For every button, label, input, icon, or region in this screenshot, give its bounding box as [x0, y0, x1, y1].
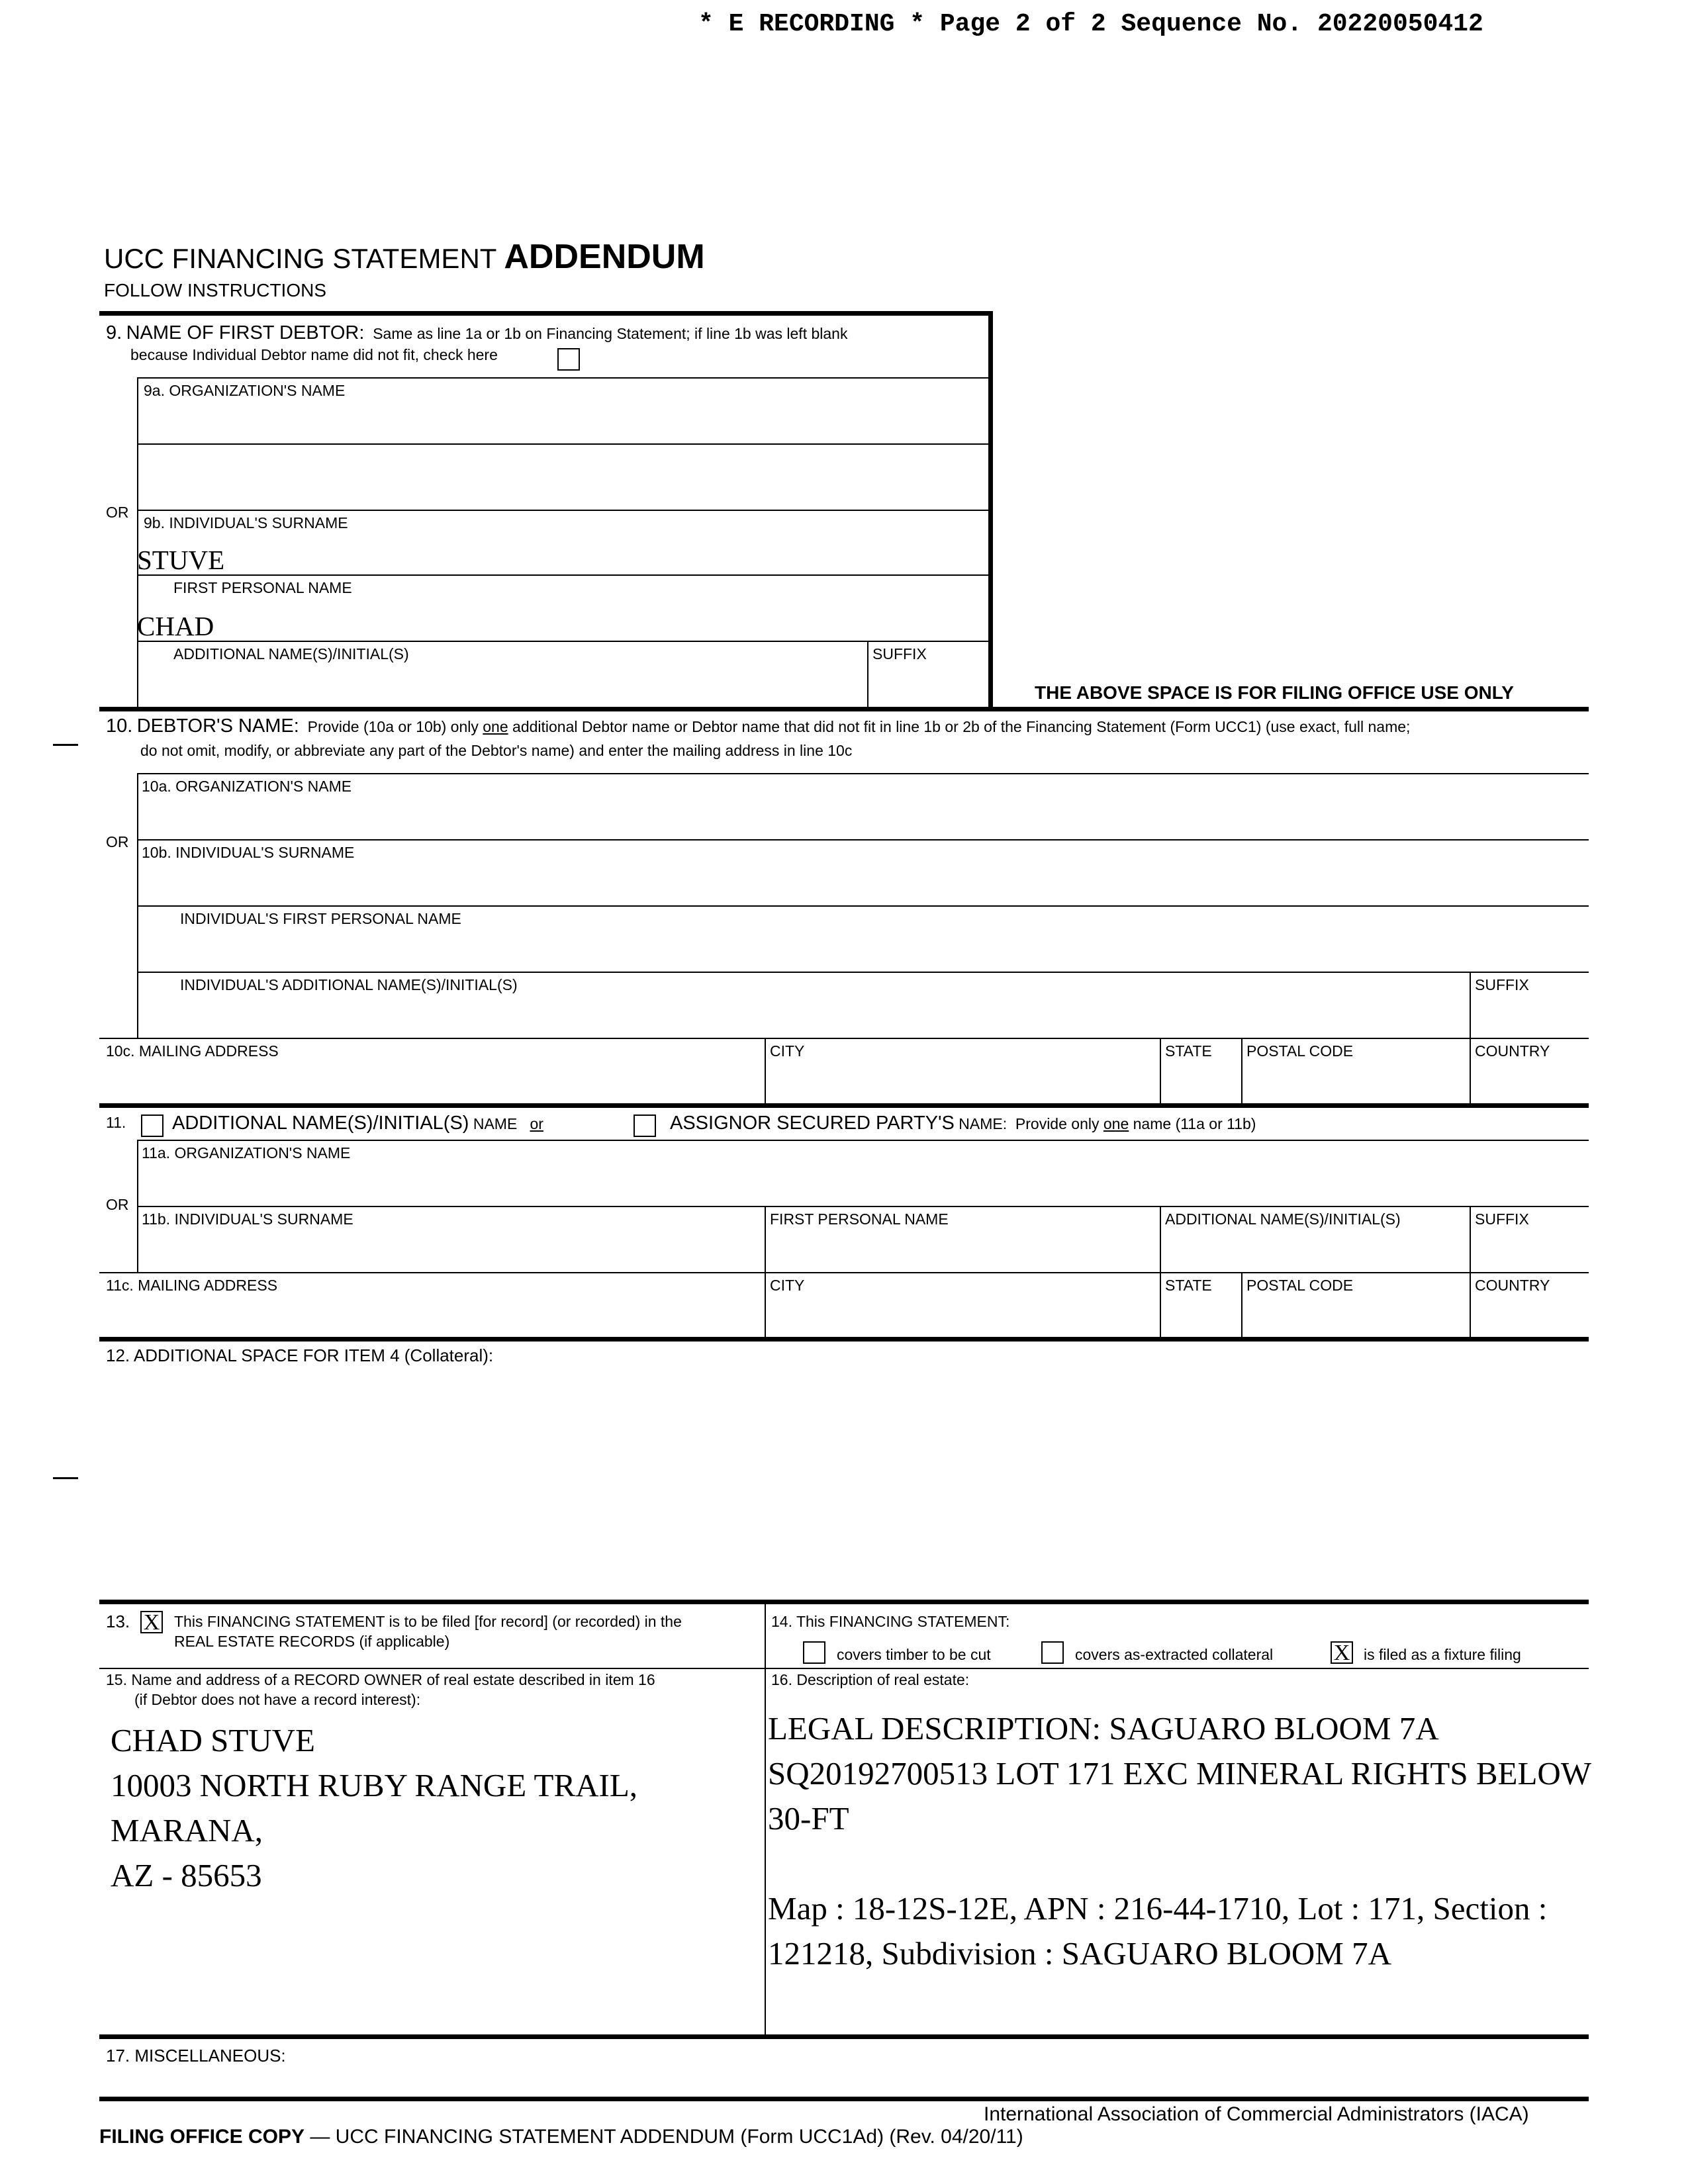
sec13-num: 13. [106, 1612, 130, 1631]
margin-tick-1 [53, 744, 78, 746]
sec11-state-label: STATE [1165, 1277, 1212, 1294]
sec14-fixture-label: is filed as a fixture filing [1364, 1646, 1521, 1663]
sec10c-label: 10c. MAILING ADDRESS [106, 1042, 279, 1060]
sec10-desc-b: additional Debtor name or Debtor name that did not fit in line 1b or 2b of the Financing Statement (Form UCC1) (use exact, full name; [508, 718, 1411, 735]
sec11-provide-b: name (11a or 11b) [1129, 1115, 1256, 1132]
sec15-label2: (if Debtor does not have a record interest): [134, 1691, 421, 1708]
sec9-desc2: because Individual Debtor name did not fit, check here [130, 346, 498, 363]
sec9-line-a [137, 377, 991, 379]
sec11-country-label: COUNTRY [1475, 1277, 1550, 1294]
sec10b-label: 10b. INDIVIDUAL'S SURNAME [142, 844, 355, 861]
sec9b-label: 9b. INDIVIDUAL'S SURNAME [144, 514, 348, 531]
sec12-top-border [99, 1337, 1589, 1342]
form-title-prefix: UCC FINANCING STATEMENT [104, 243, 504, 274]
sec10a-label: 10a. ORGANIZATION'S NAME [142, 778, 352, 795]
sec13-top-border [99, 1600, 1589, 1604]
sec9a-label: 9a. ORGANIZATION'S NAME [144, 382, 346, 399]
footer-copy-rest: — UCC FINANCING STATEMENT ADDENDUM (Form UCC1Ad) (Rev. 04/20/11) [305, 2126, 1023, 2148]
sec11-or: OR [106, 1196, 129, 1213]
sec10-additional-label: INDIVIDUAL'S ADDITIONAL NAME(S)/INITIAL(S) [180, 976, 518, 993]
sec17-top-border [99, 2034, 1589, 2039]
sec16-label: 16. Description of real estate: [771, 1671, 970, 1688]
sec11-additional-name-label: ADDITIONAL NAME(S)/INITIAL(S) [1165, 1210, 1401, 1228]
sec11-additional-secured-checkbox[interactable] [141, 1115, 164, 1137]
sec11-assignor-secured-checkbox[interactable] [633, 1115, 656, 1137]
sec15-top-border [99, 1668, 1589, 1669]
footer-copy-line [99, 2126, 1023, 2148]
sec9-first-name-value: CHAD [137, 611, 214, 641]
sec11-suffix-label: SUFFIX [1475, 1210, 1529, 1228]
sec16-line [768, 1841, 1591, 1886]
form-title-suffix: ADDENDUM [504, 238, 705, 276]
sec9b-surname-value: STUVE [137, 545, 225, 575]
recording-header: * E RECORDING * Page 2 of 2 Sequence No. 20220050412 [698, 10, 1483, 38]
sec11a-label: 11a. ORGANIZATION'S NAME [142, 1144, 351, 1161]
sec9-top-border [99, 311, 993, 316]
sec13-text2: REAL ESTATE RECORDS (if applicable) [174, 1633, 450, 1650]
sec10-line-c [137, 905, 1589, 907]
sec9-first-label: FIRST PERSONAL NAME [173, 579, 352, 596]
sec10-or: OR [106, 833, 129, 850]
sec9-or: OR [106, 504, 129, 521]
sec16-line: 121218, Subdivision : SAGUARO BLOOM 7A [768, 1935, 1391, 1972]
sec14-extracted-label: covers as-extracted collateral [1075, 1646, 1274, 1663]
sec9-additional-label: ADDITIONAL NAME(S)/INITIAL(S) [173, 645, 409, 662]
sec15-record-owner [111, 1718, 637, 1898]
footer-iaca: International Association of Commercial Administrators (IACA) [984, 2103, 1529, 2125]
sec10-suffix-label: SUFFIX [1475, 976, 1529, 993]
sec10-postal-label: POSTAL CODE [1246, 1042, 1354, 1060]
sec10-top-border [99, 707, 1589, 711]
sec9-suffix-label: SUFFIX [872, 645, 927, 662]
filing-office-note: THE ABOVE SPACE IS FOR FILING OFFICE USE ONLY [1035, 682, 1514, 703]
sec11-additional-line [172, 1113, 543, 1134]
sec16-line: Map : 18-12S-12E, APN : 216-44-1710, Lot : 171, Section : [768, 1890, 1548, 1927]
sec10-postal-divider [1241, 1038, 1243, 1104]
sec9-line-d [137, 574, 991, 576]
sec11-provide-one: one [1103, 1115, 1129, 1132]
sec10-country-label: COUNTRY [1475, 1042, 1550, 1060]
sec9-num: 9. [106, 322, 122, 343]
sec10-num: 10. [106, 715, 133, 737]
sec11-assignor-line [670, 1113, 1256, 1134]
sec11-name-word2: NAME: [959, 1115, 1008, 1132]
sec14-timber-checkbox[interactable] [803, 1641, 825, 1664]
sec10-state-divider [1160, 1038, 1161, 1104]
sec14-fixture-checkbox[interactable] [1331, 1641, 1353, 1664]
sec11-line-a [137, 1140, 1589, 1141]
sec10-desc-a: Provide (10a or 10b) only [307, 718, 483, 735]
sec15-line: MARANA, [111, 1812, 263, 1848]
sec10-first-label: INDIVIDUAL'S FIRST PERSONAL NAME [180, 910, 461, 927]
sec11-assignor-label: ASSIGNOR SECURED PARTY'S [670, 1113, 955, 1134]
sec9-line-e [137, 641, 991, 642]
sec15-label1: 15. Name and address of a RECORD OWNER of real estate described in item 16 [106, 1671, 655, 1688]
sec11-or-word: or [530, 1115, 543, 1132]
sec11-name-word: NAME [473, 1115, 518, 1132]
sec11-first-label: FIRST PERSONAL NAME [770, 1210, 949, 1228]
sec11-postal-label: POSTAL CODE [1246, 1277, 1354, 1294]
sec16-line: SQ20192700513 LOT 171 EXC MINERAL RIGHTS BELOW [768, 1755, 1592, 1792]
sec10-desc2: do not omit, modify, or abbreviate any part of the Debtor's name) and enter the mailing address in line 10c [140, 742, 853, 759]
sec17-label: 17. MISCELLANEOUS: [106, 2046, 286, 2066]
margin-tick-2 [53, 1477, 78, 1479]
sec11-line-c [99, 1272, 1589, 1273]
sec15-line: AZ - 85653 [111, 1857, 262, 1893]
sec15-line: 10003 NORTH RUBY RANGE TRAIL, [111, 1767, 638, 1803]
follow-instructions: FOLLOW INSTRUCTIONS [104, 280, 327, 300]
sec16-line: 30-FT [768, 1800, 849, 1837]
sec12-label: 12. ADDITIONAL SPACE FOR ITEM 4 (Collateral): [106, 1345, 494, 1365]
sec14-timber-label: covers timber to be cut [837, 1646, 991, 1663]
sec11-city-label: CITY [770, 1277, 805, 1294]
sec10-desc-one: one [483, 718, 508, 735]
sec9-line-c [137, 510, 991, 511]
sec11b-label: 11b. INDIVIDUAL'S SURNAME [142, 1210, 353, 1228]
sec16-real-estate-description [768, 1706, 1591, 1976]
sec10-heading-line [106, 716, 1410, 737]
sec9-check-here-checkbox[interactable] [557, 348, 580, 371]
sec10-line-b [137, 839, 1589, 841]
sec13-real-estate-checkbox[interactable] [140, 1611, 163, 1633]
sec13-text1: This FINANCING STATEMENT is to be filed [for record] (or recorded) in the [174, 1613, 682, 1630]
sec10-line-e [99, 1038, 1589, 1039]
sec10-state-label: STATE [1165, 1042, 1212, 1060]
sec11-provide-a: Provide only [1015, 1115, 1103, 1132]
footer-copy-bold: FILING OFFICE COPY [99, 2126, 305, 2148]
sec10-line-a [137, 773, 1589, 774]
sec10-city-label: CITY [770, 1042, 805, 1060]
sec10-city-divider [765, 1038, 766, 1104]
sec10-line-d [137, 972, 1589, 973]
sec11-additional-label: ADDITIONAL NAME(S)/INITIAL(S) [172, 1113, 469, 1134]
sec9-desc: Same as line 1a or 1b on Financing Statement; if line 1b was left blank [373, 325, 848, 342]
sec11-line-b [137, 1206, 1589, 1207]
sec11-postal-divider [1241, 1272, 1243, 1338]
sec14-label: 14. This FINANCING STATEMENT: [771, 1613, 1010, 1630]
sec9-heading: NAME OF FIRST DEBTOR: [126, 322, 365, 343]
sec15-line: CHAD STUVE [111, 1722, 315, 1758]
sec9-left-border [137, 377, 138, 708]
sec9-suffix-divider [867, 641, 868, 708]
sec9-heading-line [106, 323, 847, 344]
sec14-extracted-checkbox[interactable] [1041, 1641, 1064, 1664]
sec9-line-b [137, 443, 991, 445]
sec11c-label: 11c. MAILING ADDRESS [106, 1277, 278, 1294]
form-title [104, 238, 705, 276]
sec13-14-divider [765, 1602, 766, 2036]
footer-top-border [99, 2097, 1589, 2101]
sec11-num: 11. [106, 1114, 126, 1131]
sec11-top-border [99, 1103, 1589, 1108]
sec10-heading: DEBTOR'S NAME: [136, 715, 299, 737]
sec16-line: LEGAL DESCRIPTION: SAGUARO BLOOM 7A [768, 1710, 1439, 1747]
